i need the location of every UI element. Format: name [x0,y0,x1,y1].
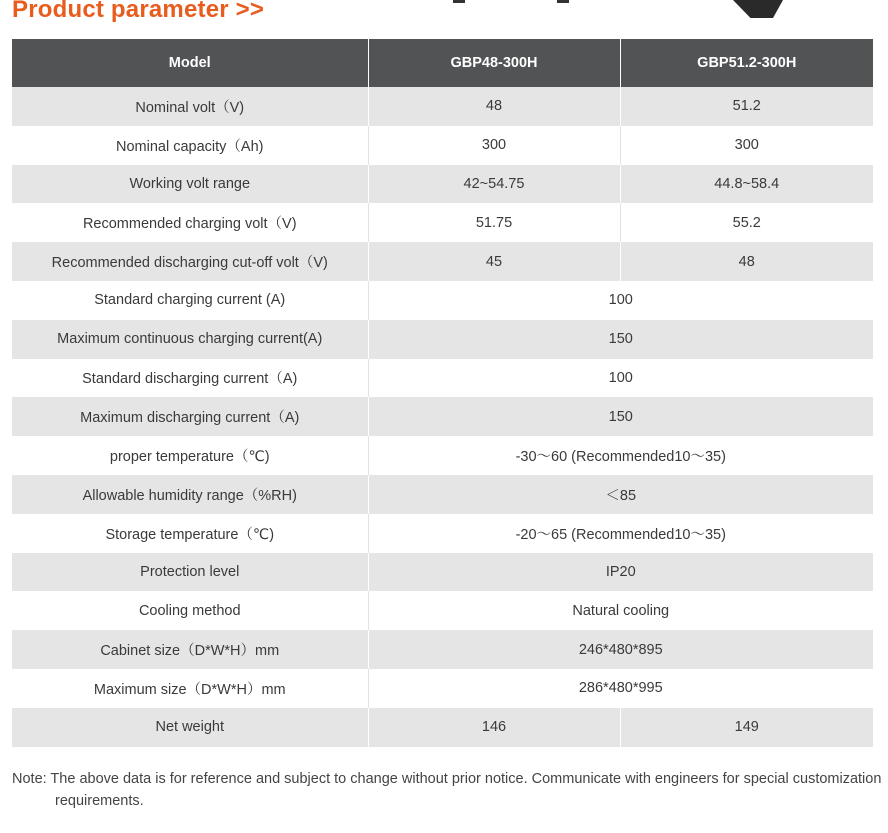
product-image-fragment [733,0,783,18]
row-value-gbp48: 51.75 [368,203,620,242]
header-gbp51: GBP51.2-300H [620,39,873,87]
row-value-gbp51: 51.2 [620,87,873,126]
table-row [12,397,873,436]
header-gbp48: GBP48-300H [368,39,620,87]
row-value: 246*480*895 [368,630,873,669]
row-label: Recommended charging volt（V) [12,203,368,242]
footnote: Note: The above data is for reference and subject to change without prior notice. Communicate with engineers for special customization requirements. [12,771,882,809]
row-label: Allowable humidity range（%RH) [12,475,368,514]
row-value-gbp51: 55.2 [620,203,873,242]
row-label: Maximum discharging current（A) [12,397,368,436]
row-value-gbp48: 45 [368,242,620,281]
table-row [12,165,873,204]
table-row [12,242,873,281]
table-row [12,281,873,320]
spec-table-body [12,87,873,747]
row-value: ＜85 [368,475,873,514]
row-value: -20～65 (Recommended10～35) [368,514,873,553]
row-label: Recommended discharging cut-off volt（V) [12,242,368,281]
table-row [12,591,873,630]
row-value: Natural cooling [368,591,873,630]
row-value: 150 [368,397,873,436]
row-label: proper temperature（℃) [12,436,368,475]
table-row [12,87,873,126]
table-row [12,514,873,553]
table-row [12,475,873,514]
row-value: 286*480*995 [368,669,873,708]
row-value-gbp48: 146 [368,708,620,747]
table-row [12,708,873,747]
row-label: Standard discharging current（A) [12,359,368,398]
table-row [12,203,873,242]
row-value: 100 [368,359,873,398]
row-value-gbp48: 300 [368,126,620,165]
product-image-fragment [453,0,465,3]
row-label: Storage temperature（℃) [12,514,368,553]
row-value: IP20 [368,553,873,592]
table-row [12,669,873,708]
row-label: Net weight [12,708,368,747]
row-value: -30～60 (Recommended10～35) [368,436,873,475]
row-value-gbp48: 48 [368,87,620,126]
row-value: 150 [368,320,873,359]
table-row [12,320,873,359]
row-value-gbp51: 300 [620,126,873,165]
row-value-gbp51: 48 [620,242,873,281]
row-value-gbp48: 42~54.75 [368,165,620,204]
product-image-fragment [557,0,569,3]
table-row [12,359,873,398]
page-title: Product parameter >> [12,0,265,23]
row-label: Maximum size（D*W*H）mm [12,669,368,708]
table-row [12,553,873,592]
header-model: Model [12,39,368,87]
table-header-row [12,39,873,87]
row-label: Cabinet size（D*W*H）mm [12,630,368,669]
row-value-gbp51: 149 [620,708,873,747]
table-row [12,126,873,165]
spec-table [12,39,873,747]
row-label: Cooling method [12,591,368,630]
row-label: Working volt range [12,165,368,204]
row-label: Maximum continuous charging current(A) [12,320,368,359]
row-value: 100 [368,281,873,320]
row-value-gbp51: 44.8~58.4 [620,165,873,204]
row-label: Protection level [12,553,368,592]
row-label: Nominal volt（V) [12,87,368,126]
table-row [12,436,873,475]
table-row [12,630,873,669]
row-label: Nominal capacity（Ah) [12,126,368,165]
row-label: Standard charging current (A) [12,281,368,320]
